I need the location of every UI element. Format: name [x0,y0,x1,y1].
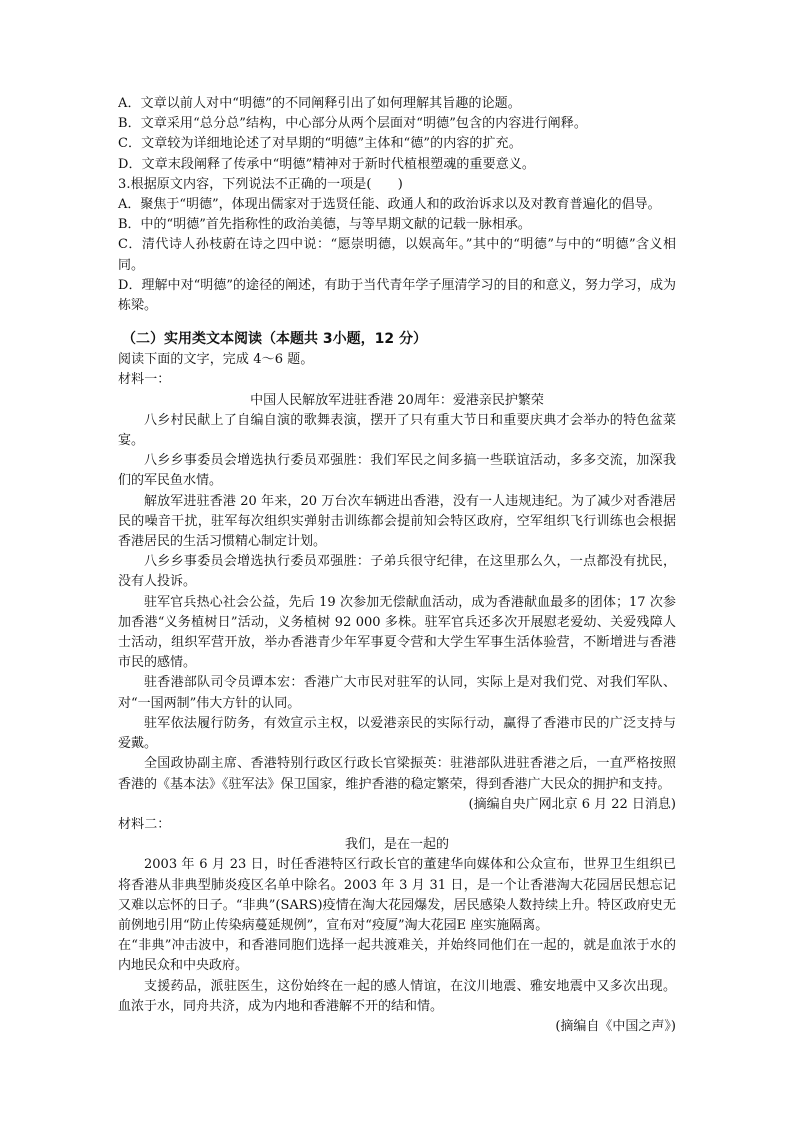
paragraph: 驻香港部队司令员谭本宏：香港广大市民对驻军的认同，实际上是对我们党、对我们军队、对“一国两制”伟大方针的认同。 [118,675,676,711]
question-2-options [118,94,676,175]
paragraph: 支援药品，派驻医生，这份始终在一起的感人情谊，在汶川地震、雅安地震中又多次出现。血浓于水，同舟共济，成为内地和香港解不开的结和情。 [118,978,676,1014]
q3-option-c: C．清代诗人孙枝蔚在诗之四中说：“愿崇明德，以娱高年。”其中的“明德”与中的“明德”含义相同。 [118,237,676,273]
q3-option-b: B．中的“明德”首先指称性的政治美德，与等早期文献的记载一脉相承。 [118,217,531,233]
material-2-title: 我们，是在一起的 [344,837,449,853]
paragraph: 在“非典”冲击波中，和香港同胞们选择一起共渡难关，并始终同他们在一起的，就是血浓于水的内地民众和中央政府。 [118,938,676,974]
q3-stem: 3.根据原文内容，下列说法不正确的一项是( ) [118,176,403,192]
q2-option-d: D．文章末段阐释了传承中“明德”精神对于新时代植根塑魂的重要意义。 [118,156,536,172]
material-2-label: 材料二： [118,816,171,832]
paragraph: 解放军进驻香港 20 年来，20 万台次车辆进出香港，没有一人违规违纪。为了减少对香港居民的噪音干扰，驻军每次组织实弹射击训练都会提前知会特区政府，空军组织飞行训练也会根据香港居民的生活习惯精心制定计划。 [118,493,676,550]
material-1-body [118,411,676,795]
paragraph: 全国政协副主席、香港特别行政区行政长官梁振英：驻港部队进驻香港之后，一直严格按照香港的《基本法》《驻军法》保卫国家，维护香港的稳定繁荣，得到香港广大民众的拥护和支持。 [118,756,676,792]
q2-option-b: B．文章采用“总分总”结构，中心部分从两个层面对“明德”包含的内容进行阐释。 [118,116,587,132]
section-instruction: 阅读下面的文字，完成 4～6 题。 [118,352,314,368]
material-1-title: 中国人民解放军进驻香港 20周年：爱港亲民护繁荣 [250,392,544,408]
q2-option-c: C．文章较为详细地论述了对早期的“明德”主体和“德”的内容的扩充。 [118,136,522,152]
material-2-body [118,855,676,1017]
paragraph: 八乡乡事委员会增选执行委员邓强胜：我们军民之间多搞一些联谊活动，多多交流，加深我们的军民鱼水情。 [118,453,676,489]
document-page [118,94,676,1037]
paragraph: 驻军依法履行防务，有效宣示主权，以爱港亲民的实际行动，赢得了香港市民的广泛支持与爱戴。 [118,715,676,752]
paragraph: 驻军官兵热心社会公益，先后 19 次参加无偿献血活动，成为香港献血最多的团体；17 次参加香港“义务植树日”活动，义务植树 92 000 多株。驻军官兵还多次开展慰老爱幼、关爱残障人士活动，组织军营开放，举办香港青少年军事夏令营和大学生军事生活体验营，不断增进与香港市民的感情。 [118,594,676,671]
q3-option-a: A．聚焦于“明德”，体现出儒家对于选贤任能、政通人和的政治诉求以及对教育普遍化的倡导。 [118,197,661,213]
paragraph: 八乡乡事委员会增选执行委员邓强胜：子弟兵很守纪律，在这里那么久，一点都没有扰民，没有人投诉。 [118,554,676,590]
material-1-label: 材料一： [118,372,171,388]
paragraph: 八乡村民献上了自编自演的歌舞表演，摆开了只有重大节日和重要庆典才会举办的特色盆菜宴。 [118,412,676,449]
question-3 [118,175,676,316]
section-heading: （二）实用类文本阅读（本题共 3小题，12 分） [122,331,427,348]
q3-option-d: D．理解中对“明德”的途径的阐述，有助于当代青年学子厘清学习的目的和意义，努力学习，成为栋梁。 [118,277,676,314]
material-1-source: (摘编自央广网北京 6 月 22 日消息) [468,796,676,812]
q2-option-a: A．文章以前人对中“明德”的不同阐释引出了如何理解其旨趣的论题。 [118,96,521,111]
paragraph: 2003 年 6 月 23 日，时任香港特区行政长官的董建华向媒体和公众宣布，世界卫生组织已将香港从非典型肺炎疫区名单中除名。2003 年 3 月 31 日，是一个让香港淘大花园居民想忘记又难以忘怀的日子。“非典”(SARS)疫情在淘大花园爆发，居民感染人数持续上升。特区政府史无前例地引用“防止传染病蔓延规例”，宣布对“疫厦”淘大花园E 座实施隔离。 [118,857,676,933]
material-2-source: (摘编自《中国之声》) [555,1018,676,1034]
